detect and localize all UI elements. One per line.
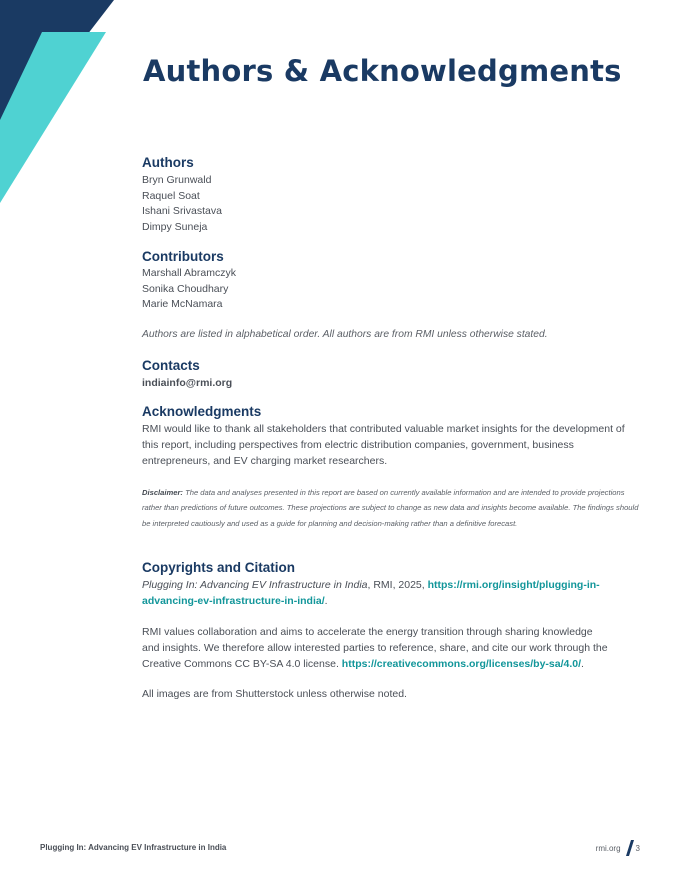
list-item: Ishani Srivastava [142,205,222,218]
disclaimer-text: The data and analyses presented in this report are based on currently available information and are intended to provide projections rather than predictions of future outcomes. These projections are subject to change as new data and insights become available. The findings should be interpreted cautiously and used as a guide for planning and decision-making rather than a definitive forecast. [142,488,639,528]
authors-heading: Authors [142,155,194,170]
footer-report-title: Plugging In: Advancing EV Infrastructure in India [40,843,227,852]
acknowledgments-text: RMI would like to thank all stakeholders that contributed valuable market insights for the development of this report, including perspectives from electric distribution companies, government, business entrepreneurs, and EV charging market researchers. [142,423,625,467]
license-end: . [581,658,584,670]
citation-end: . [324,595,328,607]
slash-icon [626,840,634,856]
copyright-heading: Copyrights and Citation [142,560,295,575]
list-item: Bryn Grunwald [142,174,212,186]
citation [142,577,612,609]
license-link[interactable]: https://creativecommons.org/licenses/by-sa/4.0/ [341,658,582,670]
citation-link[interactable]: https://rmi.org/insight/plugging-in-advancing-ev-infrastructure-in-india/ [142,579,600,607]
disclaimer-label: Disclaimer: [142,488,183,497]
page-title: Authors & Acknowledgments [143,54,622,88]
contributors-list [142,266,236,313]
images-note: All images are from Shutterstock unless otherwise noted. [142,688,407,700]
authors-list [142,173,222,235]
footer-page-info [596,840,640,856]
list-item: Marie McNamara [142,298,223,311]
list-item: Marshall Abramczyk [142,267,236,279]
contact-email-link[interactable]: indiainfo@rmi.org [142,377,233,389]
license-paragraph [142,624,612,672]
list-item: Sonika Choudhary [142,282,229,295]
license-text: RMI values collaboration and aims to accelerate the energy transition through sharing knowledge and insights. We therefore allow interested parties to reference, share, and cite our work through the Creative Commons CC BY-SA 4.0 license. [142,626,608,670]
citation-details: , RMI, 2025, [367,579,428,591]
contributors-heading: Contributors [142,249,224,264]
disclaimer [142,485,640,531]
acknowledgments-heading: Acknowledgments [142,404,262,419]
corner-graphic [0,0,130,220]
citation-title: Plugging In: Advancing EV Infrastructure in India [142,579,368,591]
list-item: Dimpy Suneja [142,220,208,233]
list-item: Raquel Soat [142,189,200,202]
authors-note: Authors are listed in alphabetical order. All authors are from RMI unless otherwise stated. [142,329,548,340]
page-number: 3 [635,843,640,853]
footer-site: rmi.org [595,843,621,853]
contacts-heading: Contacts [142,358,200,373]
